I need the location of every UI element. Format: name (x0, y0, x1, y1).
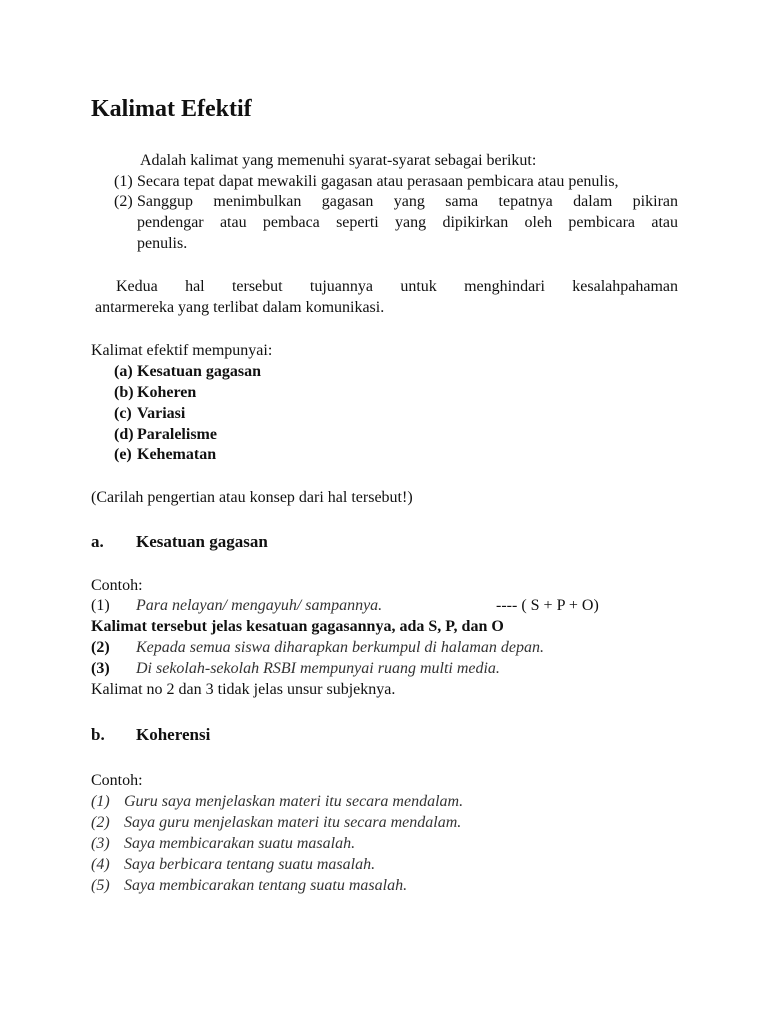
section-a-example-2-text: Kepada semua siswa diharapkan berkumpul di halaman depan. (136, 639, 544, 656)
intro-item-2-line-2: pendengar atau pembaca seperti yang dipikirkan oleh pembicara atau (137, 214, 678, 231)
criteria-item-e-label: Kehematan (137, 446, 217, 463)
criteria-item-a-num: (a) (114, 363, 133, 380)
section-a-example-2-num: (2) (91, 639, 110, 656)
criteria-lead: Kalimat efektif mempunyai: (91, 342, 273, 359)
paragraph-line-2: antarmereka yang terlibat dalam komunikasi. (95, 299, 385, 316)
intro-lead: Adalah kalimat yang memenuhi syarat-syarat sebagai berikut: (140, 152, 537, 169)
paragraph-line-1: Kedua hal tersebut tujuannya untuk menghindari kesalahpahaman (116, 278, 678, 295)
criteria-note: (Carilah pengertian atau konsep dari hal tersebut!) (91, 489, 413, 506)
section-b-example-4-text: Saya berbicara tentang suatu masalah. (124, 856, 376, 873)
section-b-contoh: Contoh: (91, 772, 143, 789)
section-a-contoh: Contoh: (91, 577, 143, 594)
intro-item-1-num: (1) (114, 173, 133, 190)
section-b-example-5-text: Saya membicarakan tentang suatu masalah. (124, 877, 408, 894)
criteria-item-e-num: (e) (114, 446, 132, 463)
criteria-item-a-label: Kesatuan gagasan (137, 363, 262, 380)
section-a-example-1-formula: ---- ( S + P + O) (496, 597, 599, 614)
section-b-example-2-text: Saya guru menjelaskan materi itu secara mendalam. (124, 814, 462, 831)
criteria-item-d-label: Paralelisme (137, 426, 217, 443)
criteria-item-b-label: Koheren (137, 384, 197, 401)
section-a-explain-2: Kalimat no 2 dan 3 tidak jelas unsur subjeknya. (91, 681, 396, 698)
criteria-item-c-label: Variasi (137, 405, 186, 422)
section-b-example-2-num: (2) (91, 814, 110, 831)
section-a-example-3-num: (3) (91, 660, 110, 677)
section-b-example-3-num: (3) (91, 835, 110, 852)
section-b-example-4-num: (4) (91, 856, 110, 873)
section-b-heading: Koherensi (136, 725, 211, 744)
section-b-example-3-text: Saya membicarakan suatu masalah. (124, 835, 356, 852)
criteria-item-b-num: (b) (114, 384, 134, 401)
section-a-example-3-text: Di sekolah-sekolah RSBI mempunyai ruang multi media. (136, 660, 500, 677)
section-b-example-5-num: (5) (91, 877, 110, 894)
section-b-letter: b. (91, 725, 105, 744)
criteria-item-c-num: (c) (114, 405, 132, 422)
intro-item-2-num: (2) (114, 193, 133, 210)
intro-item-1-text: Secara tepat dapat mewakili gagasan atau perasaan pembicara atau penulis, (137, 173, 619, 190)
section-a-heading: Kesatuan gagasan (136, 532, 268, 551)
section-b-example-1-num: (1) (91, 793, 110, 810)
section-a-example-1-num: (1) (91, 597, 110, 614)
intro-item-2-line-1: Sanggup menimbulkan gagasan yang sama tepatnya dalam pikiran (137, 193, 678, 210)
section-a-letter: a. (91, 532, 104, 551)
page-title: Kalimat Efektif (91, 96, 252, 122)
intro-item-2-line-3: penulis. (137, 235, 188, 252)
section-a-explain-1: Kalimat tersebut jelas kesatuan gagasannya, ada S, P, dan O (91, 618, 504, 635)
section-a-example-1-text: Para nelayan/ mengayuh/ sampannya. (136, 597, 383, 614)
criteria-item-d-num: (d) (114, 426, 134, 443)
section-b-example-1-text: Guru saya menjelaskan materi itu secara mendalam. (124, 793, 464, 810)
